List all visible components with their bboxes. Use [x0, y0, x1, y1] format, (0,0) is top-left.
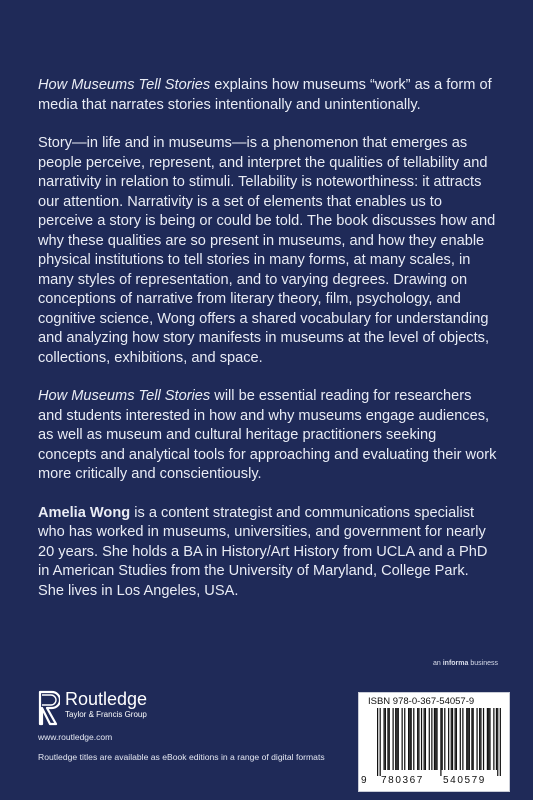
barcode-bar — [467, 708, 468, 770]
barcode-bar — [408, 708, 409, 770]
informa-brand: informa — [442, 660, 469, 667]
barcode-bar — [487, 708, 488, 770]
barcode-bar — [385, 708, 386, 770]
publisher-url: www.routledge.com — [38, 732, 113, 742]
barcode-bar — [448, 708, 449, 770]
barcode-bar — [417, 708, 418, 770]
isbn-number: ISBN 978-0-367-54057-9 — [368, 696, 475, 707]
barcode-bar — [466, 708, 467, 770]
blurb-text: explains how museums “work” as a form of media that narrates stories intentionally and unintentionally. — [38, 77, 492, 113]
barcode-bar — [411, 708, 412, 770]
informa-business-tag: an informa business — [433, 660, 498, 667]
ebook-note: Routledge titles are available as eBook editions in a range of digital formats — [38, 752, 325, 762]
blurb-paragraph-2: Story—in life and in museums—is a phenomenon that emerges as people perceive, represent, and interpret the qualities of tellability and narrativity in relation to stimuli. Tellability is noteworthiness: it attracts our attention. Narrativity is a set of elements that enables us to perceive a story is being or could be told. The book discusses how and why these qualities are so present in museums, and how they enable physical institutions to tell stories in many forms, at many scales, in many styles of representation, and to varying degrees. Drawing on conceptions of narrative from literary theory, film, psychology, and cognitive science, Wong offers a shared vocabulary for understanding and analyzing how story manifests in museums at the level of objects, collections, exhibitions, and space. — [38, 135, 496, 366]
book-title-italic: How Museums Tell Stories — [38, 388, 211, 404]
barcode-bar — [479, 708, 480, 770]
barcode-bar — [396, 708, 397, 770]
barcode-bar — [440, 708, 441, 776]
barcode-bar — [462, 708, 463, 770]
barcode-bar — [402, 708, 403, 770]
barcode-bar — [387, 708, 388, 770]
isbn-barcode-box: ISBN 978-0-367-54057-9 9 780367 540579 — [358, 692, 510, 792]
barcode-bar — [476, 708, 477, 770]
barcode-bar — [500, 708, 501, 776]
barcode-bar — [380, 708, 381, 776]
barcode-bar — [444, 708, 445, 770]
barcode-bar — [421, 708, 422, 770]
barcode-bar — [404, 708, 405, 770]
barcode-icon — [365, 708, 505, 776]
barcode-bar — [496, 708, 497, 770]
publisher-name: Routledge — [65, 689, 148, 709]
barcode-bar — [452, 708, 453, 770]
barcode-bar — [418, 708, 419, 770]
barcode-bar — [429, 708, 430, 770]
blurb-text: will be essential reading for researchers and students interested in how and why museums engage audiences, as well as museum and cultural heritage practitioners seeking concepts and analytical tools for approaching and evaluating their work more critically and conscientiously. — [38, 388, 497, 482]
barcode-bar — [377, 708, 378, 776]
barcode-bar — [431, 708, 432, 770]
barcode-bar — [424, 708, 425, 770]
publisher-logo — [38, 688, 238, 752]
barcode-bar — [471, 708, 472, 770]
blurb-paragraph-1 — [38, 76, 498, 115]
publisher-group: Taylor & Francis Group — [65, 710, 147, 719]
barcode-bar — [460, 708, 461, 770]
barcode-bar — [489, 708, 490, 770]
barcode-bar — [442, 708, 443, 770]
back-cover-blurb — [38, 76, 498, 620]
barcode-bar — [383, 708, 384, 770]
barcode-bar — [480, 708, 481, 770]
barcode-bar — [409, 708, 410, 770]
barcode-bar — [436, 708, 437, 770]
blurb-paragraph-3 — [38, 387, 498, 485]
author-name: Amelia Wong — [38, 504, 131, 521]
barcode-bar — [483, 708, 484, 770]
routledge-r-icon — [38, 690, 60, 726]
barcode-bar — [493, 708, 494, 770]
barcode-bar — [451, 708, 452, 770]
book-title-italic: How Museums Tell Stories — [38, 77, 211, 93]
barcode-bar — [398, 708, 399, 770]
barcode-bar — [488, 708, 489, 770]
author-bio — [38, 504, 498, 602]
barcode-bar — [395, 708, 396, 770]
barcode-bar — [434, 708, 435, 770]
barcode-bar — [389, 708, 390, 770]
barcode-bar — [413, 708, 414, 770]
barcode-bar — [497, 708, 498, 776]
barcode-bar — [393, 708, 394, 770]
barcode-bar — [455, 708, 456, 770]
barcode-bar — [469, 708, 470, 770]
barcode-bar — [435, 708, 436, 770]
author-bio-text: is a content strategist and communications specialist who has worked in museums, universities, and government for nearly 20 years. She holds a BA in History/Art History from UCLA and a PhD in American Studies from the University of Maryland, College Park. She lives in Los Angeles, USA. — [38, 504, 488, 599]
barcode-bar — [425, 708, 426, 770]
barcode-bar — [456, 708, 457, 770]
barcode-bar — [473, 708, 474, 770]
